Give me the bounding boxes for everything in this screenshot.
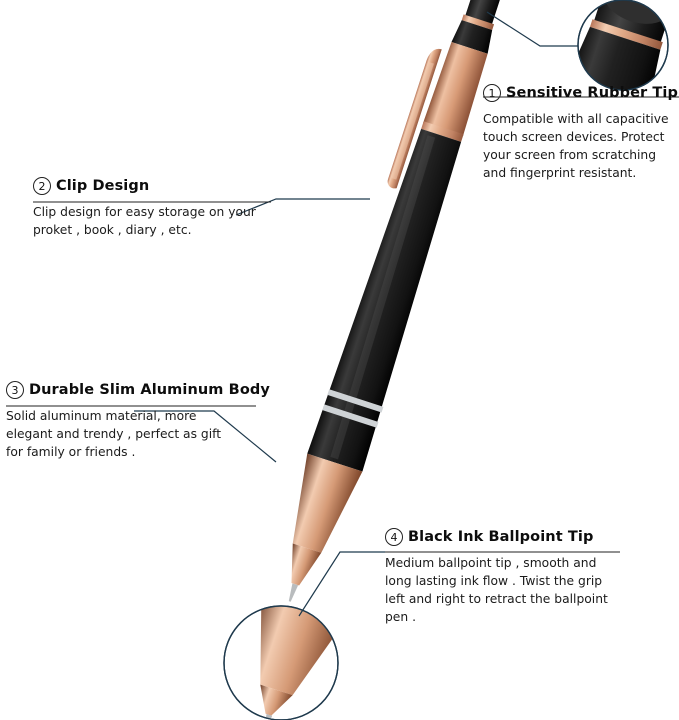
leader-line-1 (487, 12, 578, 46)
rose-gold-grip (279, 454, 362, 558)
callout-durable-slim-aluminum-body (6, 381, 270, 461)
callout-2-body: Clip design for easy storage on your proket , book , diary , etc. (33, 205, 256, 238)
callout-4-number: 4 (385, 528, 403, 546)
callout-1-title: Sensitive Rubber Tip (506, 85, 678, 101)
callout-sensitive-rubber-tip (483, 84, 679, 182)
callout-2-head (33, 177, 271, 198)
ballpoint-nib (287, 583, 298, 602)
aluminum-barrel (307, 126, 468, 471)
callout-4-title: Black Ink Ballpoint Tip (408, 529, 594, 545)
callout-3-number: 3 (6, 381, 24, 399)
callout-4-head (385, 528, 620, 549)
callout-1-head (483, 84, 679, 105)
callout-black-ink-ballpoint-tip (385, 528, 620, 626)
callout-1-body: Compatible with all capacitive touch screen devices. Protect your screen from scratching and fingerprint resistant. (483, 112, 669, 181)
callout-2-number: 2 (33, 177, 51, 195)
zoom-circle-ballpoint-tip (221, 590, 347, 720)
callout-3-title: Durable Slim Aluminum Body (29, 382, 270, 398)
callout-1-number: 1 (483, 84, 501, 102)
callout-3-head (6, 381, 270, 402)
callout-3-body: Solid aluminum material, more elegant and trendy , perfect as gift for family or friends . (6, 409, 222, 460)
pen-body-group (255, 0, 520, 610)
callout-clip-design (33, 177, 271, 239)
callout-2-title: Clip Design (56, 178, 150, 194)
callout-4-body: Medium ballpoint tip , smooth and long lasting ink flow . Twist the grip left and right to retract the ballpoint pen . (385, 556, 608, 625)
